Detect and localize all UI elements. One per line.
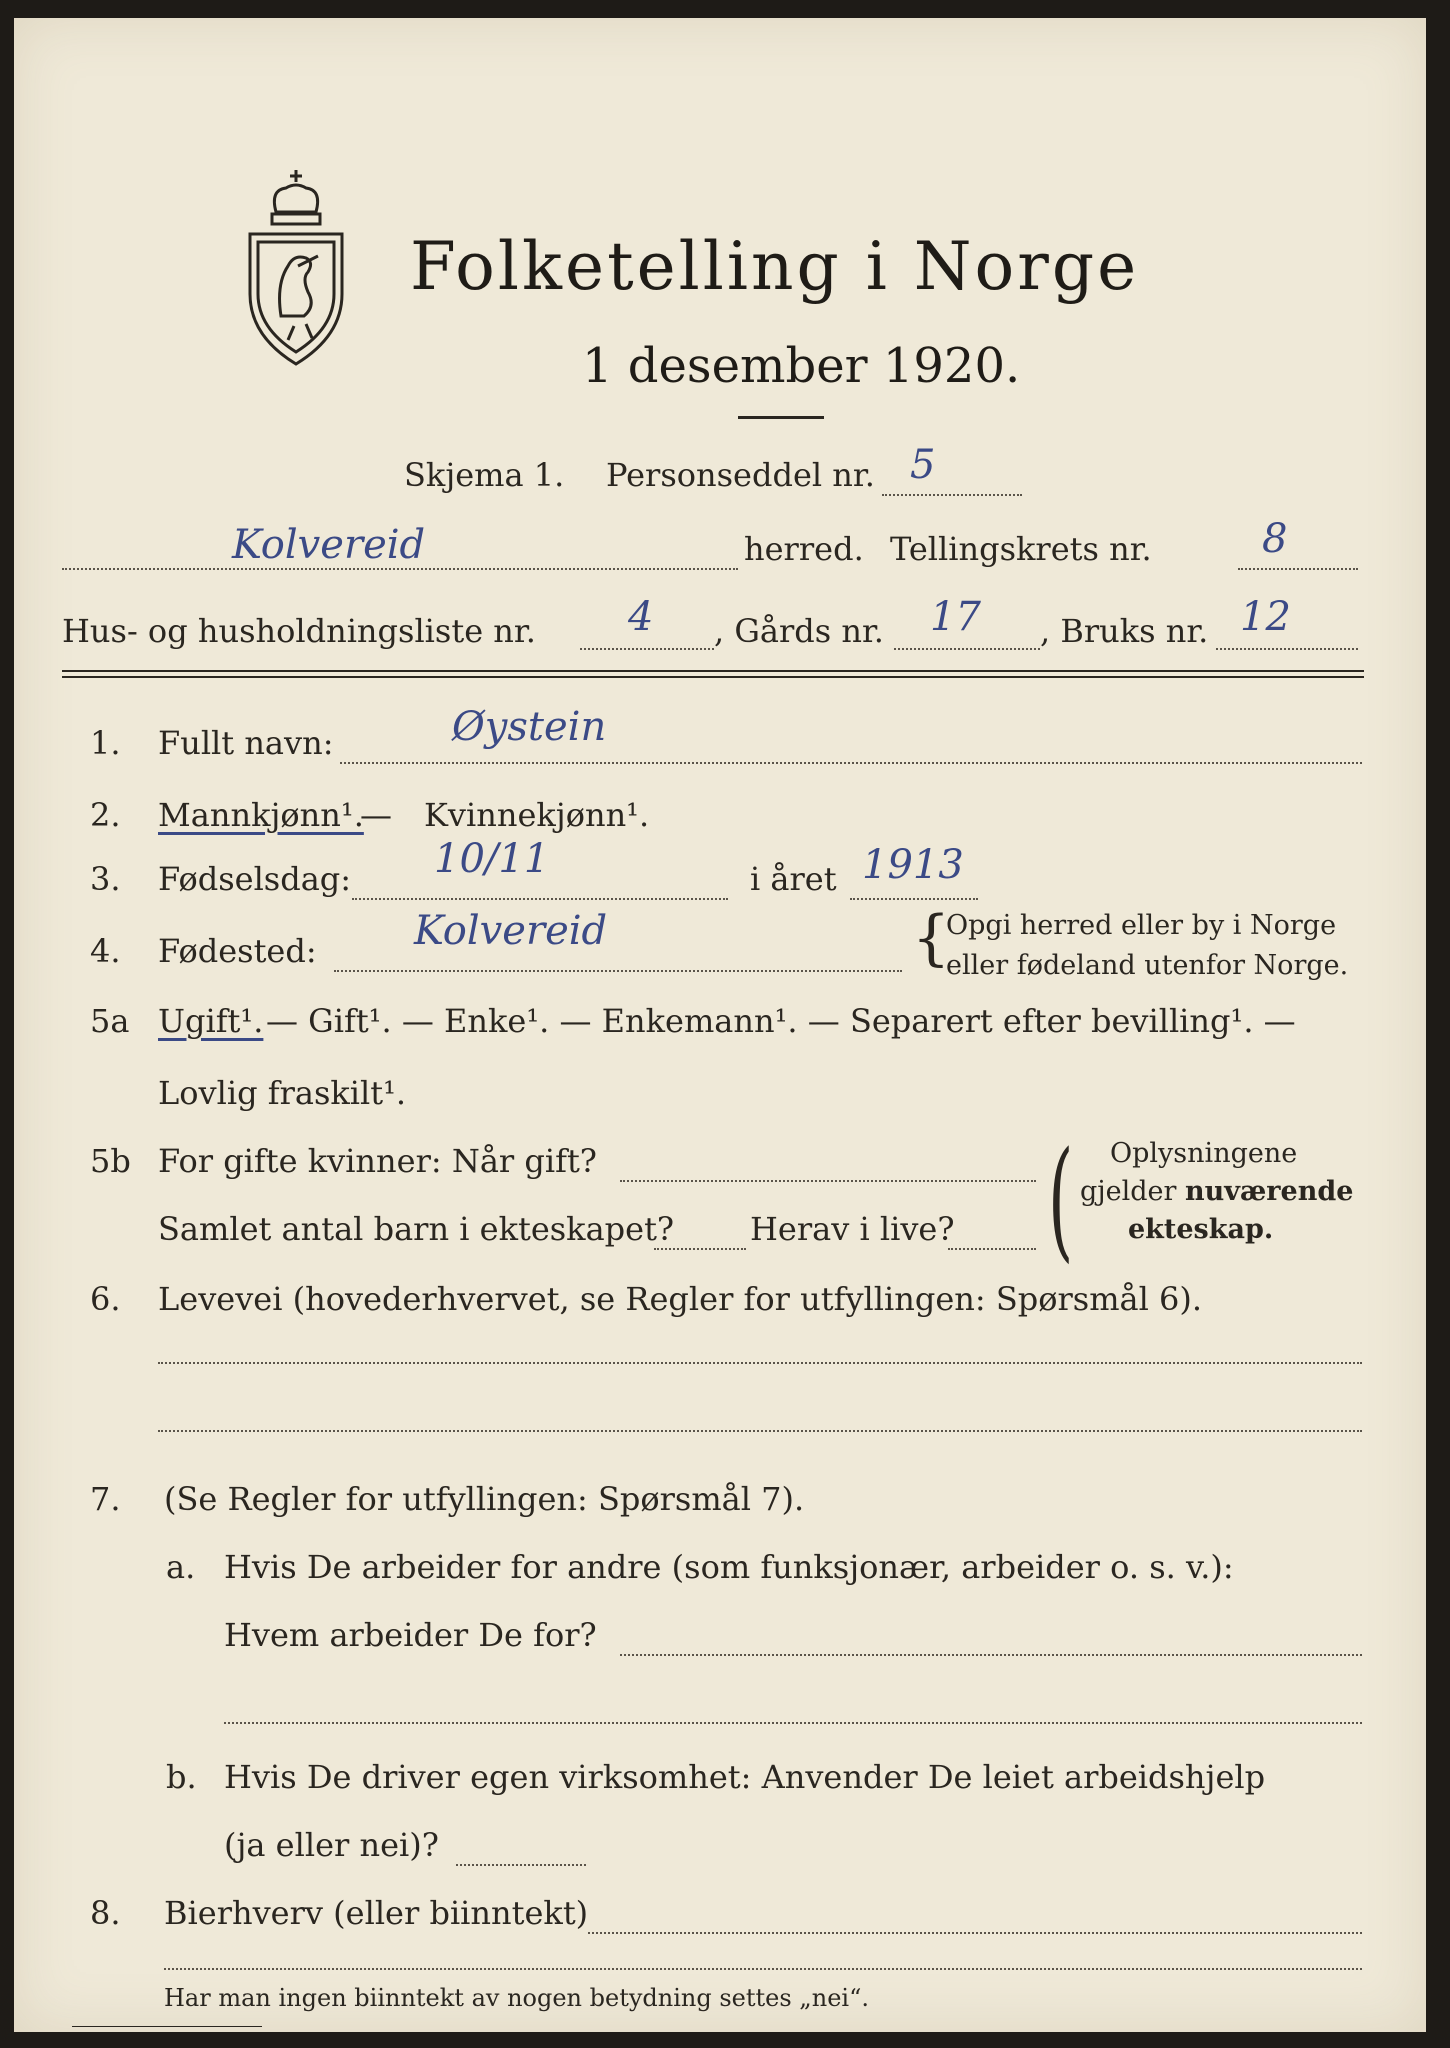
birth-year-label: i året (750, 860, 837, 898)
tellingskrets-value[interactable]: 8 (1262, 516, 1288, 562)
tellingskrets-line (1238, 568, 1358, 570)
marriage-note-line3: ekteskap. (1128, 1214, 1274, 1245)
q8-number: 8. (90, 1894, 121, 1932)
bruks-value[interactable]: 12 (1240, 594, 1291, 640)
q7b-line2: (ja eller nei)? (224, 1826, 439, 1864)
q5b-alive-label: Herav i live? (750, 1210, 955, 1248)
q7a-letter: a. (166, 1548, 196, 1586)
q3-number: 3. (90, 860, 121, 898)
herred-label: herred. (744, 530, 864, 568)
q4-label: Fødested: (158, 932, 317, 970)
q3-label: Fødselsdag: (158, 860, 352, 898)
q7b-line1: Hvis De driver egen virksomhet: Anvender De leiet arbeidshjelp (224, 1758, 1266, 1796)
q7-number: 7. (90, 1480, 121, 1518)
header-rule-bottom (62, 676, 1364, 678)
occupation-line-1 (158, 1362, 1362, 1364)
birthplace-note-line2: eller fødeland utenfor Norge. (946, 950, 1349, 981)
birth-year-line (850, 898, 978, 900)
q5b-line1: For gifte kvinner: Når gift? (158, 1142, 597, 1180)
marriage-note-line2a: gjelder (1080, 1176, 1186, 1207)
hired-help-line (456, 1864, 586, 1866)
children-count-line (654, 1248, 746, 1250)
children-alive-line (948, 1248, 1036, 1250)
marriage-note-line1: Oplysningene (1110, 1138, 1298, 1169)
herred-line (62, 568, 738, 570)
gender-separator: — (360, 796, 392, 834)
side-income-line-2 (164, 1968, 1362, 1970)
full-name-value[interactable]: Øystein (452, 704, 607, 750)
q8-label: Bierhverv (eller biinntekt) (164, 1894, 589, 1932)
q5b-children-label: Samlet antal barn i ekteskapet? (158, 1210, 675, 1248)
census-form-sheet (14, 18, 1426, 2032)
married-when-line (620, 1180, 1036, 1182)
schema-label: Skjema 1. (404, 456, 565, 494)
gender-male-option[interactable]: Mannkjønn¹. (158, 796, 364, 834)
birthday-value[interactable]: 10/11 (434, 836, 550, 882)
gender-female-option[interactable]: Kvinnekjønn¹. (424, 796, 650, 834)
q5a-number: 5a (90, 1002, 130, 1040)
header-rule-top (62, 670, 1364, 672)
personseddel-value[interactable]: 5 (910, 442, 936, 488)
q5b-number: 5b (90, 1142, 131, 1180)
gards-label: , Gårds nr. (714, 612, 884, 650)
employer-line (620, 1654, 1362, 1656)
q7-label: (Se Regler for utfyllingen: Spørsmål 7). (164, 1480, 805, 1518)
footer-note: Har man ingen biinntekt av nogen betydning settes „nei“. (164, 1984, 869, 2012)
husliste-value[interactable]: 4 (628, 594, 654, 640)
gards-value[interactable]: 17 (930, 594, 981, 640)
bruks-label: , Bruks nr. (1040, 612, 1209, 650)
marriage-note-line2 (1080, 1176, 1353, 1207)
marital-unmarried-option[interactable]: Ugift¹. (158, 1002, 264, 1040)
q6-number: 6. (90, 1280, 121, 1318)
title-divider (738, 416, 824, 419)
personseddel-label: Personseddel nr. (606, 456, 875, 494)
footer-rule (72, 2026, 262, 2027)
husliste-label: Hus- og husholdningsliste nr. (62, 612, 536, 650)
q7a-line1: Hvis De arbeider for andre (som funksjonær, arbeider o. s. v.): (224, 1548, 1234, 1586)
birthday-line (352, 898, 728, 900)
birth-year-value[interactable]: 1913 (862, 842, 964, 888)
birthplace-note-brace: { (912, 903, 951, 973)
marital-other-options[interactable]: — Gift¹. — Enke¹. — Enkemann¹. — Separert efter bevilling¹. — (266, 1002, 1296, 1040)
gards-line (894, 648, 1040, 650)
q7a-line2: Hvem arbeider De for? (224, 1616, 597, 1654)
marriage-note-line2b: nuværende (1185, 1176, 1354, 1207)
herred-value[interactable]: Kolvereid (232, 522, 426, 568)
bruks-line (1216, 648, 1358, 650)
q1-label: Fullt navn: (158, 724, 334, 762)
side-income-line (588, 1932, 1362, 1934)
census-date: 1 desember 1920. (582, 338, 1021, 394)
birthplace-note-line1: Opgi herred eller by i Norge (946, 910, 1337, 941)
occupation-line-2 (158, 1430, 1362, 1432)
coat-of-arms-icon (236, 166, 356, 371)
personseddel-line (882, 494, 1022, 496)
employer-line-2 (224, 1722, 1362, 1724)
q2-number: 2. (90, 796, 121, 834)
q6-label: Levevei (hovederhvervet, se Regler for utfyllingen: Spørsmål 6). (158, 1280, 1203, 1318)
form-title: Folketelling i Norge (410, 228, 1140, 305)
marriage-note-brace: ( (1048, 1123, 1074, 1275)
q1-number: 1. (90, 724, 121, 762)
q4-number: 4. (90, 932, 121, 970)
birthplace-value[interactable]: Kolvereid (414, 908, 608, 954)
husliste-line (580, 648, 714, 650)
marital-divorced-option[interactable]: Lovlig fraskilt¹. (158, 1074, 407, 1112)
birthplace-line (334, 970, 902, 972)
tellingskrets-label: Tellingskrets nr. (890, 530, 1152, 568)
q1-line (340, 762, 1362, 764)
q7b-letter: b. (166, 1758, 197, 1796)
